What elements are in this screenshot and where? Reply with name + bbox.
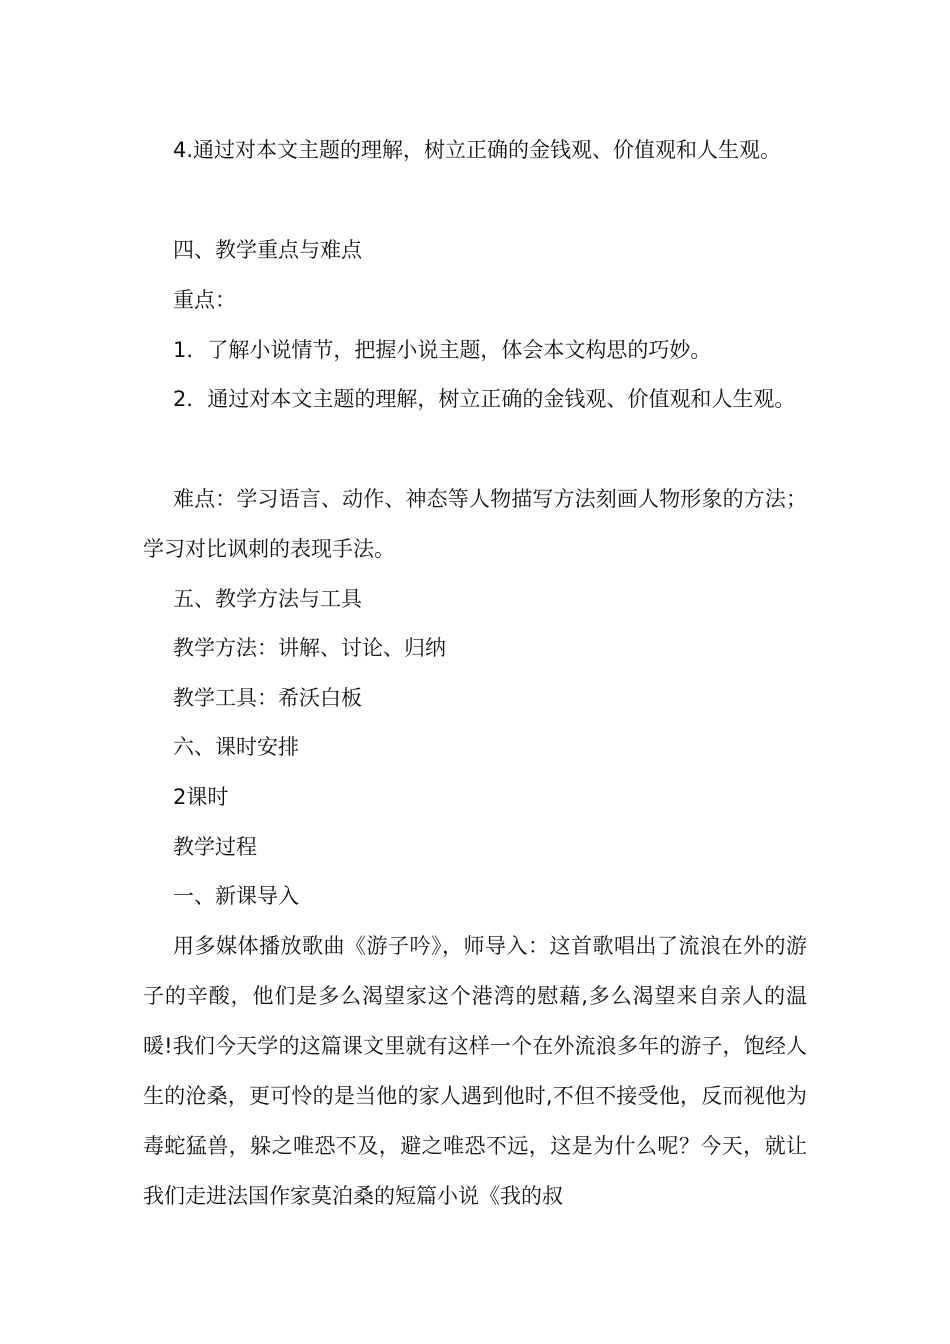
heading-lesson-intro: 一、新课导入 (173, 884, 299, 908)
paragraph-class-hours: 2课时 (173, 785, 229, 809)
heading-teaching-process: 教学过程 (173, 835, 257, 859)
paragraph-difficult-points: 难点：学习语言、动作、神态等人物描写方法刻画人物形象的方法；学习对比讽刺的表现手法。 (143, 487, 807, 561)
heading-class-hours: 六、课时安排 (173, 735, 299, 759)
paragraph-objective-4: 4.通过对本文主题的理解，树立正确的金钱观、价值观和人生观。 (173, 138, 782, 162)
heading-methods-tools: 五、教学方法与工具 (173, 587, 362, 611)
label-key-points: 重点： (173, 288, 236, 312)
paragraph-key-point-2: 2．通过对本文主题的理解，树立正确的金钱观、价值观和人生观。 (173, 387, 796, 411)
paragraph-key-point-1: 1．了解小说情节，把握小说主题，体会本文构思的巧妙。 (173, 338, 712, 362)
paragraph-teaching-tools: 教学工具：希沃白板 (173, 686, 362, 710)
heading-key-difficult-points: 四、教学重点与难点 (173, 238, 362, 262)
paragraph-lesson-intro: 用多媒体播放歌曲《游子吟》，师导入：这首歌唱出了流浪在外的游子的辛酸，他们是多么渴望家这个港湾的慰藉,多么渴望来自亲人的温暖!我们今天学的这篇课文里就有这样一个在外流浪多年的游子，饱经人生的沧桑，更可怜的是当他的家人遇到他时,不但不接受他，反而视他为毒蛇猛兽，躲之唯恐不及，避之唯恐不远，这是为什么呢？今天，就让我们走进法国作家莫泊桑的短篇小说《我的叔 (143, 934, 807, 1208)
paragraph-teaching-methods: 教学方法：讲解、讨论、归纳 (173, 636, 446, 660)
